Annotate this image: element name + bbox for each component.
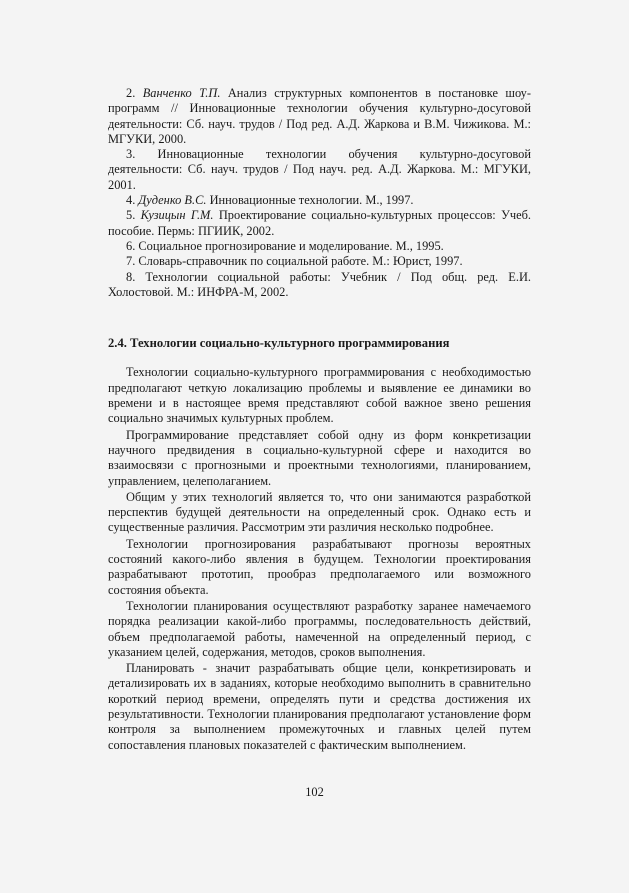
section-heading: 2.4. Технологии социально-культурного программирования — [108, 336, 450, 351]
paragraph: Планировать - значит разрабатывать общие цели, конкретизировать и детализировать их в заданиях, которые необходимо выполнить в сравнительно короткий период времени, определять пути и средства достижения их результативности. Технологии планирования предполагают установление форм контроля за выполнением промежуточных и главных целей путем сопоставления плановых показателей с фактическим выполнением. — [108, 661, 531, 752]
paragraph: Технологии прогнозирования разрабатывают прогнозы вероятных состояний какого-либо явления в будущем. Технологии проектирования разрабатывают прототип, прообраз предполагаемого или возможного состояния объекта. — [108, 536, 531, 597]
paragraph: Программирование представляет собой одну из форм конкретизации научного предвидения в социально-культурной сфере и находится во взаимосвязи с прогнозными и проектными технологиями, планированием, управлением, целеполаганием. — [108, 427, 531, 488]
paragraph: Технологии социально-культурного программирования с необходимостью предполагают четкую локализацию проблемы и выявление ее динамики во времени и в настоящее время представляют собой важное звено решения социально значимых культурных проблем. — [108, 365, 531, 426]
page-number: 102 — [305, 785, 324, 799]
page-content — [108, 86, 531, 754]
reference-list — [108, 86, 531, 300]
reference-item: 6. Социальное прогнозирование и моделирование. М., 1995. — [126, 238, 444, 253]
reference-item: 2. Ванченко Т.П. Анализ структурных компонентов в постановке шоу-программ // Инновационные технологии обучения культурно-досуговой деятельности: Сб. науч. трудов / Под ред. А.Д. Жаркова и В.М. Чижикова. М.: МГУКИ, 2000. — [108, 86, 531, 146]
reference-item: 8. Технологии социальной работы: Учебник / Под общ. ред. Е.И. Холостовой. М.: ИНФРА-М, 2002. — [108, 269, 531, 299]
reference-item: 3. Инновационные технологии обучения культурно-досуговой деятельности: Сб. науч. трудов / Под науч. ред. А.Д. Жаркова. М.: МГУКИ, 2001. — [108, 147, 531, 192]
section-body — [108, 365, 531, 752]
reference-item: 4. Дуденко В.С. Инновационные технологии. М., 1997. — [126, 193, 414, 208]
reference-item: 5. Кузицын Г.М. Проектирование социально-культурных процессов: Учеб. пособие. Пермь: ПГИИК, 2002. — [108, 208, 531, 238]
reference-item: 7. Словарь-справочник по социальной работе. М.: Юрист, 1997. — [126, 254, 463, 269]
paragraph: Технологии планирования осуществляют разработку заранее намечаемого порядка реализации какой-либо программы, последовательность действий, объем предполагаемой работы, намеченной на определенный период, с указанием целей, содержания, методов, сроков выполнения. — [108, 598, 531, 659]
paragraph: Общим у этих технологий является то, что они занимаются разработкой перспектив будущей деятельности на определенный срок. Однако есть и существенные различия. Рассмотрим эти различия несколько подробнее. — [108, 489, 531, 535]
